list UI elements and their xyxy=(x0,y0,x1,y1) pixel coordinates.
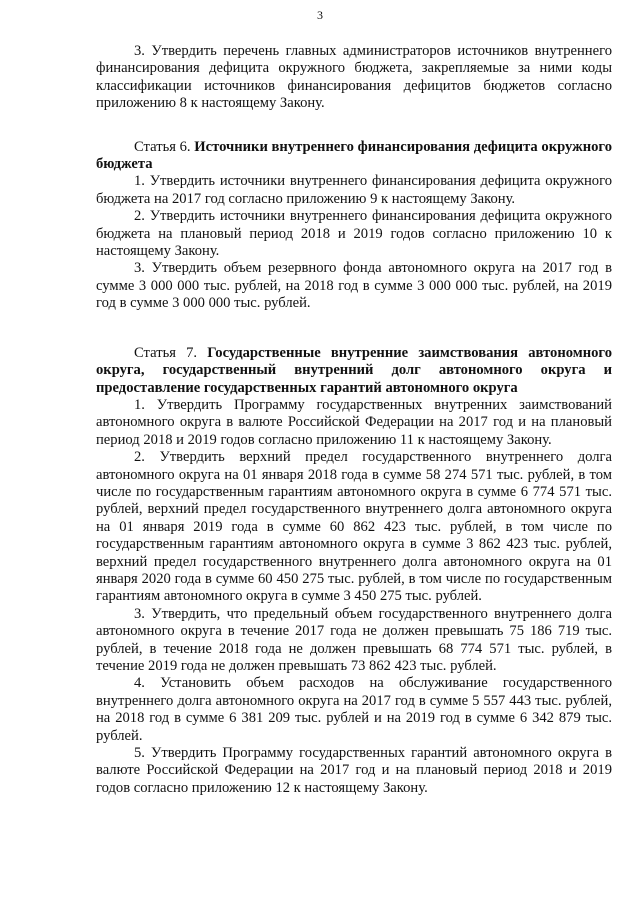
article-7-title: Государственные внутренние заимствования автономного округа, государственный внутренний долг автономного округа и предоставление государственных гарантий автономного округа xyxy=(96,344,612,396)
article-6-label: Статья 6. xyxy=(134,138,191,155)
article-7-paragraph-1: 1. Утвердить Программу государственных внутренних заимствований автономного округа в валюте Российской Федерации на 2017 год и на плановый период 2018 и 2019 годов согласно приложению 11 к настоящему Закону. xyxy=(96,396,612,448)
article-6-paragraph-2: 2. Утвердить источники внутреннего финансирования дефицита окружного бюджета на плановый период 2018 и 2019 годов согласно приложению 10 к настоящему Закону. xyxy=(96,208,612,260)
article-7 xyxy=(96,345,612,798)
article-6 xyxy=(96,139,612,313)
article-6-title: Источники внутреннего финансирования дефицита окружного бюджета xyxy=(96,138,612,173)
article-6-paragraph-1: 1. Утвердить источники внутреннего финансирования дефицита окружного бюджета на 2017 год согласно приложению 9 к настоящему Закону. xyxy=(96,173,612,207)
page-number: 3 xyxy=(317,8,323,22)
article-7-paragraph-3: 3. Утвердить, что предельный объем государственного внутреннего долга автономного округа в течение 2017 года не должен превышать 75 186 719 тыс. рублей, в течение 2018 года не должен превышать 68 774 571 тыс. рублей, в течение 2019 года не должен превышать 73 862 423 тыс. рублей. xyxy=(96,605,612,674)
article-7-paragraph-2: 2. Утвердить верхний предел государственного внутреннего долга автономного округа на 01 января 2018 года в сумме 58 274 571 тыс. рублей, в том числе по государственным гарантиям автономного округа в сумме 6 774 571 тыс. рублей, верхний предел государственного внутреннего долга автономного округа на 01 января 2019 года в сумме 60 862 423 тыс. рублей, в том числе по государственным гарантиям автономного округа в сумме 3 862 423 тыс. рублей, верхний предел государственного внутреннего долга автономного округа на 01 января 2020 года в сумме 60 450 275 тыс. рублей, в том числе по государственным гарантиям автономного округа в сумме 3 450 275 тыс. рублей. xyxy=(96,449,612,605)
article-7-paragraph-5: 5. Утвердить Программу государственных гарантий автономного округа в валюте Российской Федерации на 2017 год и на плановый период 2018 и 2019 годов согласно приложению 12 к настоящему Закону. xyxy=(96,745,612,796)
paragraph-intro-3: 3. Утвердить перечень главных администраторов источников внутреннего финансирования дефицита окружного бюджета, закрепляемые за ними коды классификации источников финансирования дефицитов бюджетов согласно приложению 8 к настоящему Закону. xyxy=(96,43,612,112)
article-7-paragraph-4: 4. Установить объем расходов на обслуживание государственного внутреннего долга автономного округа на 2017 год в сумме 5 557 443 тыс. рублей, на 2018 год в сумме 6 381 209 тыс. рублей и на 2019 год в сумме 6 342 879 тыс. рублей. xyxy=(96,675,612,744)
article-7-heading xyxy=(96,345,612,397)
article-6-paragraph-3: 3. Утвердить объем резервного фонда автономного округа на 2017 год в сумме 3 000 000 тыс. рублей, на 2018 год в сумме 3 000 000 тыс. рублей, на 2019 год в сумме 3 000 000 тыс. рублей. xyxy=(96,260,612,312)
article-7-label: Статья 7. xyxy=(134,344,198,361)
article-6-heading xyxy=(96,139,612,174)
document-body xyxy=(96,43,612,797)
